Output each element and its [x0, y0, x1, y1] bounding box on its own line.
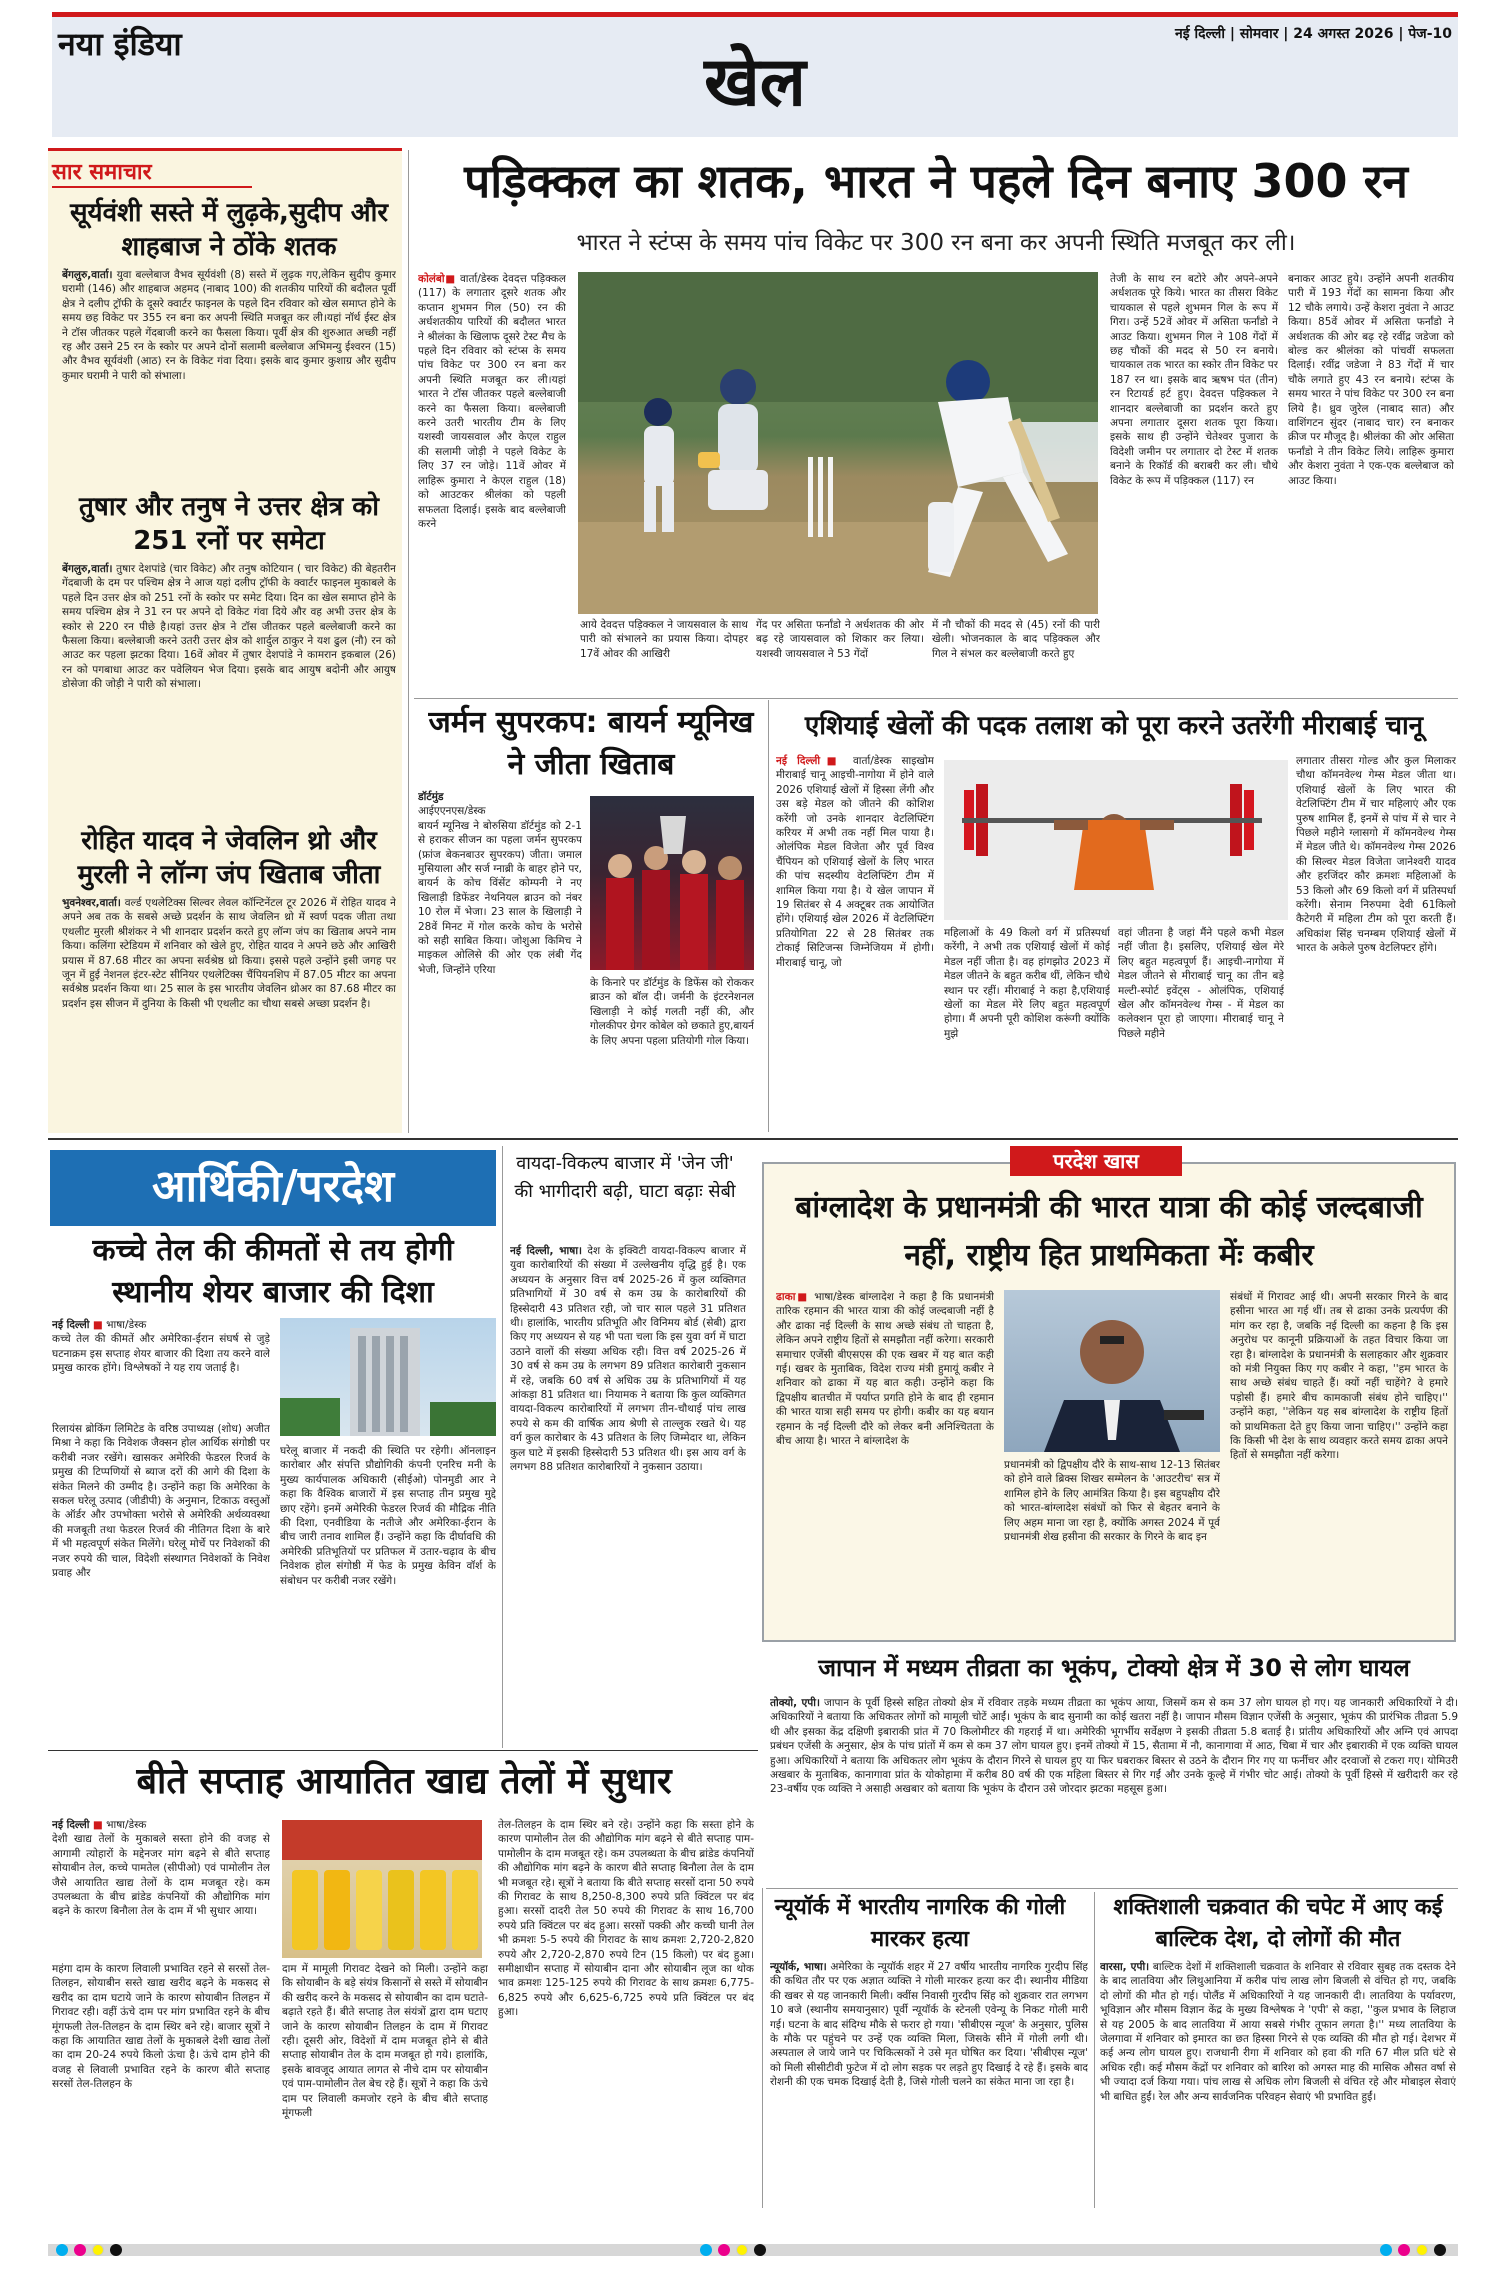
- lead-below-photo-3: में नौ चौकों की मदद से (45) रनों की पारी खेली। भोजनकाल के बाद पड़िक्कल और गिल ने संभल कर बल्लेबाजी करते हुए: [932, 619, 1100, 660]
- color-dot-yellow: [92, 2244, 104, 2256]
- newyork-headline: न्यूयॉर्क में भारतीय नागरिक की गोली मारकर हत्या: [774, 1895, 1066, 1952]
- oil-col-3: तेल-तिलहन के दाम स्थिर बने रहे। उन्होंने कहा कि सस्ता होने के कारण पामोलीन तेल की औद्योगिक मांग बढ़ने से बीते सप्ताह पाम-पामोलीन के दाम मजबूत रहे। कम उपलब्धता के बीच ब्रांडेड कंपनियों की औद्योगिक मांग बढ़ने के कारण बीते सप्ताह बिनौला तेल के दाम भी मजबूत रहे। सूत्रों ने बताया कि बीते सप्ताह सरसों दाना 50 रुपये की गिरावट के साथ 8,250-8,300 रुपये प्रति क्विंटल पर बंद हुआ। सरसों दादरी तेल 50 रुपये की गिरावट के साथ 16,700 रुपये प्रति क्विंटल पर बंद हुआ। सरसों पक्की और कच्ची घानी तेल भी क्रमशः 5-5 रुपये की गिरावट के साथ क्रमशः 2,720-2,820 रुपये और 2,720-2,870 रुपये टिन (15 किलो) पर बंद हुआ। समीक्षाधीन सप्ताह में सोयाबीन दाना और सोयाबीन लूज का थोक भाव क्रमशः 125-125 रुपये की गिरावट के साथ क्रमशः 6,775-6,825 रुपये और 6,625-6,725 रुपये प्रति क्विंटल पर बंद हुआ।: [498, 1819, 754, 2019]
- brief-3-headline: रोहित यादव ने जेवलिन थ्रो और मुरली ने लॉन्ग जंप खिताब जीता: [77, 826, 381, 890]
- lead-col-c: तेजी के साथ रन बटोरे और अपने-अपने अर्धशतक पूरे किये। भारत का तीसरा विकेट चायकाल से पहले शुभमन गिल के रूप में गिरा। उन्हें 52वें ओवर में असिता फर्नांडो ने आउट किया। शुभमन गिल ने 108 गेंदों में छह चौकों की मदद से 50 रन बनाये। चायकाल तक भारत का स्कोर तीन विकेट पर 187 रन था। इसके बाद ऋषभ पंत (तीन) रन रिटायर्ड हर्ट हुए। देवदत्त पड़िक्कल ने शानदार बल्लेबाजी का प्रदर्शन करते हुए अपना लगातार दूसरा शतक पूरा किया। इसके साथ ही उन्होंने चेतेश्वर पुजारा के विदेशी जमीन पर लगातार दो टेस्ट में शतक बनाने के रिकॉर्ड की बराबरी कर ली। चौथे विकेट के रूप में पड़िक्कल (117) रन: [1110, 273, 1278, 487]
- mirabai-col-2: महिलाओं के 49 किलो वर्ग में प्रतिस्पर्धा करेंगी, ने अभी तक एशियाई खेलों में कोई मेडल नहीं जीता है। वह हांगझोउ 2023 में मेडल जीतने के बहुत करीब थीं, लेकिन चौथे स्थान पर रहीं। मीराबाई ने कहा है,एशियाई खेलों का मेडल मेरे लिए बहुत महत्वपूर्ण होगा। मैं अपनी पूरी कोशिश करूंगी क्योंकि मुझे: [944, 927, 1110, 1040]
- arthiki-divider: [502, 1146, 503, 1748]
- japan-body: तोक्यो, एपी। जापान के पूर्वी हिस्से सहित तोक्यो क्षेत्र में रविवार तड़के मध्यम तीव्रता का भूकंप आया, जिसमें कम से कम 37 लोग घायल हो गए। यह जानकारी अधिकारियों ने दी। अधिकारियों ने बताया कि अधिकतर लोगों को मामूली चोटें आईं। भूकंप के बाद सुनामी का कोई खतरा नहीं है। जापान मौसम विज्ञान एजेंसी के अनुसार, भूकंप की प्रारंभिक तीव्रता 5.9 थी और इसका केंद्र दक्षिणी इबाराकी प्रांत में 70 किलोमीटर की गहराई में था। अमेरिकी भूगर्भीय सर्वेक्षण ने इसकी तीव्रता 5.8 बताई है। प्रांतीय अधिकारियों और अग्नि एवं आपदा प्रबंधन एजेंसी के अनुसार, क्षेत्र के पांच प्रांतों में कम से कम 37 लोग घायल हुए। इनमें तोक्यो में 15, सैतामा में नौ, कानागावा में आठ, चिबा में चार और इबाराकी में एक व्यक्ति घायल हुआ। अधिकारियों ने बताया कि अधिकतर लोग भूकंप के दौरान गिरने से घायल हुए या फिर घबराकर बिस्तर से उठने के दौरान गिर गए या फर्नीचर और दरवाजों से टकरा गए। योमिउरी अखबार के मुताबिक, कानागावा प्रांत के योकोहामा में करीब 80 वर्ष की एक महिला बिस्तर से गिर गईं और उनके कूल्हे में गंभीर चोट आई। तोक्यो के पूर्वी हिस्से में खरीदारी कर रहे 23-वर्षीय एक व्यक्ति ने असाही अखबार को बताया कि भूकंप के दौरान उसे जोरदार झटका महसूस हुआ।: [770, 1697, 1458, 1796]
- date-line: नई दिल्ली | सोमवार | 24 अगस्त 2026 | पेज-10: [1174, 26, 1452, 42]
- newyork-body: न्यूयॉर्क, भाषा। अमेरिका के न्यूयॉर्क शहर में 27 वर्षीय भारतीय नागरिक गुरदीप सिंह की कथित तौर पर एक अज्ञात व्यक्ति ने गोली मारकर हत्या कर दी। स्थानीय मीडिया की खबर से यह जानकारी मिली। क्वींस निवासी गुरदीप सिंह को शुक्रवार रात लगभग 10 बजे (स्थानीय समयानुसार) पूर्वी न्यूयॉर्क के स्टेनली एवेन्यू के निकट गोली मारी गई। घटना के बाद संदिग्ध मौके से फरार हो गया। 'सीबीएस न्यूज' के अनुसार, पुलिस के मौके पर पहुंचने पर उन्हें एक व्यक्ति मिला, जिसके सीने में गोली लगी थी। अस्पताल ले जाये जाने पर चिकित्सकों ने उसे मृत घोषित कर दिया। 'सीबीएस न्यूज' को मिली सीसीटीवी फुटेज में दो लोग सड़क पर लड़ते हुए दिखाई दे रहे हैं। इसके बाद रोशनी की एक चमक दिखाई देती है, जिसे गोली चलने का संकेत माना जा रहा है।: [770, 1961, 1088, 2089]
- lead-bottom-rule: [414, 698, 1458, 699]
- oil-headline: बीते सप्ताह आयातित खाद्य तेलों में सुधार: [136, 1761, 672, 1802]
- bayern-headline: जर्मन सुपरकप: बायर्न म्यूनिख ने जीता खिताब: [428, 705, 754, 782]
- lead-below-photo-1: आये देवदत्त पड़िक्कल ने जायसवाल के साथ पारी को संभालने का प्रयास किया। दोपहर 17वें ओवर की आखिरी: [580, 619, 748, 660]
- bayern-col-2: के किनारे पर डॉर्टमुंड के डिफेंस को रोककर ब्राउन को बॉल दी। जर्मनी के इंटरनेशनल खिलाड़ी ने कोई गलती नहीं की, और गोलकीपर ग्रेगर कोबेल को छकाते हुए,बायर्न के लिए अपना पहला प्रतियोगी गोल किया।: [590, 977, 754, 1047]
- weightlifter-illustration: [944, 760, 1288, 920]
- brief-divider: [408, 150, 409, 1133]
- paper-name: नया इंडिया: [58, 25, 182, 63]
- japan-bottom-rule: [766, 1888, 1458, 1889]
- building-illustration: [280, 1318, 496, 1436]
- bangladesh-col-3: संबंधों में गिरावट आई थी। अपनी सरकार गिरने के बाद हसीना भारत आ गई थीं। तब से ढाका उनके प्रत्यर्पण की मांग कर रहा है, जबकि नई दिल्ली का कहना है कि इस अनुरोध पर कानूनी प्रक्रियाओं के तहत विचार किया जा रहा है। बांग्लादेश के प्रधानमंत्री के सलाहकार और शुक्रवार को मंत्री नियुक्त किए गए कबीर ने कहा, ''हम भारत के साथ अच्छे संबंध चाहते हैं। क्यों नहीं चाहेंगे? वे हमारे पड़ोसी हैं। हमारे बीच कामकाजी संबंध होने चाहिए।'' उन्होंने कहा, ''लेकिन यह सब बांग्लादेश के राष्ट्रीय हितों को प्राथमिकता देते हुए किया जाना चाहिए।'' उन्होंने कहा कि किसी भी देश के साथ व्यवहार करते समय ढाका अपने हितों से समझौता नहीं करेगा।: [1230, 1291, 1448, 1462]
- color-dot-yellow-3: [1416, 2244, 1428, 2256]
- brief-2-body: बेंगलुरु,वार्ता। तुषार देशपांडे (चार विकेट) और तनुष कोटियान ( चार विकेट) की बेहतरीन गेंदबाजी के दम पर पश्चिम क्षेत्र ने आज यहां दलीप ट्रॉफी के क्वार्टर फाइनल मुकाबले के पहले दिन उत्तर क्षेत्र को 251 रनों के स्कोर पर समेट दिया। दिन का खेल समाप्त होने के समय पश्चिम क्षेत्र ने 31 रन पर अपने दो विकेट गंवा दिये और वह अभी उत्तर क्षेत्र के स्कोर से 220 रन पीछे है।यहां उत्तर क्षेत्र ने टॉस जीतकर पहले बल्लेबाजी करने का फैसला किया। बल्लेबाजी करने उतरी उत्तर क्षेत्र को शार्दुल ठाकुर ने यश ढुल (नौ) रन को आउट कर पहला झटका दिया। 16वें ओवर में तुषार देशपांडे ने कामरान इकबाल (26) रन को पगबाधा आउट कर पवेलियन भेज दिया। इसके बाद आयुष बदोनी और आयुष डोसेजा की जोड़ी ने पारी को संभाला।: [62, 563, 396, 691]
- kabir-portrait-photo: [1004, 1290, 1220, 1452]
- japan-headline: जापान में मध्यम तीव्रता का भूकंप, टोक्यो क्षेत्र में 30 से लोग घायल: [818, 1654, 1410, 1682]
- color-dot-cyan: [56, 2244, 68, 2256]
- bangladesh-col-1: ढाका■ भाषा/डेस्क बांग्लादेश ने कहा है कि प्रधानमंत्री तारिक रहमान की भारत यात्रा की कोई जल्दबाजी नहीं है और ढाका नई दिल्ली के साथ अच्छे संबंध तो चाहता है, लेकिन अपने राष्ट्रीय हितों से समझौता नहीं करेगा। सरकारी समाचार एजेंसी बीएसएस की एक खबर में यह बात कही गई। खबर के मुताबिक, विदेश राज्य मंत्री हुमायूं कबीर ने शनिवार को ढाका में यह बात कही। उन्होंने कहा कि द्विपक्षीय बातचीत में पर्याप्त प्रगति होने के बाद ही रहमान की भारत यात्रा सही समय पर होगी। कबीर का यह बयान रहमान के नई दिल्ली दौरे को लेकर बनी अनिश्चितता के बीच आया है। भारत ने बांग्लादेश के: [776, 1291, 994, 1448]
- cricket-illustration: [578, 272, 1098, 614]
- mirabai-weightlifting-photo: [944, 760, 1288, 920]
- lead-headline: पड़िक्कल का शतक, भारत ने पहले दिन बनाए 300 रन: [464, 154, 1408, 208]
- brief-1-body: बेंगलुरु,वार्ता। युवा बल्लेबाज वैभव सूर्यवंशी (8) सस्ते में लुढ़क गए,लेकिन सुदीप कुमार घरामी (146) और शाहबाज अहमद (नाबाद 100) की शतकीय पारियों की बदौलत पूर्वी क्षेत्र ने दलीप ट्रॉफी के दूसरे क्वार्टर फाइनल के पहले दिन रविवार को खेल समाप्त होने के समय छह विकेट पर 355 रन बना कर अपनी स्थिति मजबूत कर ली।यहां नॉर्थ ईस्ट क्षेत्र ने टॉस जीतकर पहले गेंदबाजी करने का फैसला किया। पूर्वी क्षेत्र की शुरुआत अच्छी नहीं रह और उसने 25 रन के स्कोर पर अपने दोनों सलामी बल्लेबाज अभिमन्यु ईश्वरन (15) और वैभव सूर्यवंशी (आठ) रन के विकेट गंवा दिया। इसके बाद कुमार कुशाग्र और सुदीप कुमार घरामी ने पारी को संभाला।: [62, 269, 396, 382]
- color-dot-cyan-2: [700, 2244, 712, 2256]
- baltic-headline: शक्तिशाली चक्रवात की चपेट में आए कई बाल्टिक देश, दो लोगों की मौत: [1113, 1895, 1443, 1952]
- edible-oil-photo: [282, 1820, 482, 1958]
- color-dot-black: [110, 2244, 122, 2256]
- lead-col-d: बनाकर आउट हुये। उन्होंने अपनी शतकीय पारी में 193 गेंदों का सामना किया और 12 चौके लगाये। उन्हें केशरा नुवंता ने आउट किया। 85वें ओवर में असिता फर्नांडो ने अर्धशतक की ओर बढ़ रहे रवींद्र जडेजा को बोल्ड कर श्रीलंका को पांचवीं सफलता दिलाई। रवींद्र जडेजा ने 83 गेंदों में चार चौके लगाते हुए 43 रन बनाये। स्टंप्स के समय भारत ने पांच विकेट पर 300 रन बना लिये है। ध्रुव जुरेल (नाबाद सात) और वाशिंगटन सुंदर (नाबाद चार) रन बनाकर क्रीज पर मौजूद है। श्रीलंका की ओर असिता फर्नांडो ने तीन विकेट लिये। लाहिरू कुमारा और केशरा नुवंता ने एक-एक बल्लेबाज को आउट किया।: [1288, 273, 1454, 487]
- color-dot-magenta: [74, 2244, 86, 2256]
- portrait-illustration: [1004, 1290, 1220, 1452]
- mirabai-col-3: वहां जीतना है जहां मैंने पहले कभी मेडल नहीं जीता है। इसलिए, एशियाई खेल मेरे लिए बहुत महत्वपूर्ण हैं। आइची-नागोया में मेडल जीतने से मीराबाई चानू का तीन बड़े मल्टी-स्पोर्ट इवेंट्स - ओलंपिक, एशियाई खेल और कॉमनवेल्थ गेम्स - में मेडल का कलेक्शन पूरा हो जाएगा। मीराबाई चानू ने पिछले महीने: [1118, 927, 1284, 1040]
- bayern-divider: [768, 700, 769, 1132]
- baltic-body: वारसा, एपी। बाल्टिक देशों में शक्तिशाली चक्रवात के शनिवार से रविवार सुबह तक दस्तक देने के बाद लातविया और लिथुआनिया में करीब पांच लाख लोग बिजली से वंचित हो गए, जबकि दो लोगों की मौत हो गई। पोलैंड में अधिकारियों ने यह जानकारी दी। लातविया के पर्यावरण, भूविज्ञान और मौसम विज्ञान केंद्र के मुख्य विश्लेषक ने 'एपी' से कहा, ''कुल प्रभाव के लिहाज से यह 2005 के बाद लातविया में आया सबसे गंभीर तूफान लगता है।'' मध्य लातविया के जेलगावा में शनिवार को इमारत का छत हिस्सा गिरने से एक व्यक्ति की मौत हो गई। देशभर में कई अन्य लोग घायल हुए। राजधानी रीगा में शनिवार को हवा की गति 67 मील प्रति घंटे से अधिक रही। कई मौसम केंद्रों पर शनिवार को बारिश को अगस्त माह की मासिक औसत वर्षा से भी ज्यादा दर्ज किया गया। पांच लाख से अधिक लोग बिजली से वंचित रहे और मोबाइल सेवाएं भी बाधित हुईं। रेल और अन्य सार्वजनिक परिवहन सेवाएं भी प्रभावित हुईं।: [1100, 1961, 1456, 2103]
- bayern-team-photo: [590, 796, 754, 970]
- brief-label: सार समाचार: [52, 160, 152, 185]
- oil-top-rule: [48, 1750, 758, 1751]
- lead-below-photo-2: गेंद पर असिता फर्नांडो ने अर्धशतक की ओर बढ़ रहे जायसवाल को शिकार कर लिया। यशस्वी जायसवाल ने 53 गेंदों: [756, 619, 924, 660]
- section-title: खेल: [704, 43, 806, 122]
- mirabai-col-4: लगातार तीसरा गोल्ड और कुल मिलाकर चौथा कॉमनवेल्थ गेम्स मेडल जीता था। एशियाई खेलों के लिए भारत की वेटलिफ्टिंग टीम में चार महिलाएं और एक पुरुष शामिल हैं, इनमें से पांच में से चार ने पिछले महीने ग्लासगो में कॉमनवेल्थ गेम्स में मेडल जीते थे। कॉमनवेल्थ गेम्स 2026 की सिल्वर मेडल विजेता जानेश्वरी यादव और हरजिंदर कौर क्रमशः महिलाओं के 53 किलो और 69 किलो वर्ग में प्रतिस्पर्धा करेंगी। सेनाम निरुपमा देवी 61किलो कैटेगरी में महिला टीम को पूरा करती हैं। अधिकांश सिंह चनम्बम एशियाई खेलों में भारत के अकेले पुरुष वेटलिफ्टर होंगे।: [1296, 755, 1456, 955]
- bangladesh-col-2: प्रधानमंत्री को द्विपक्षीय दौरे के साथ-साथ 12-13 सितंबर को होने वाले ब्रिक्स शिखर सम्मेलन के 'आउटरीच' सत्र में शामिल होने के लिए आमंत्रित किया है। इस बहुपक्षीय दौरे को भारत-बांग्लादेश संबंधों को फिर से बेहतर बनाने के लिए अहम माना जा रहा है, क्योंकि अगस्त 2024 में पूर्व प्रधानमंत्री शेख हसीना की सरकार के गिरने के बाद इन: [1004, 1459, 1220, 1544]
- sebi-body: नई दिल्ली, भाषा। देश के इक्विटी वायदा-विकल्प बाजार में युवा कारोबारियों की संख्या में उल्लेखनीय वृद्धि हुई है। एक अध्ययन के अनुसार वित्त वर्ष 2025-26 में कुल व्यक्तिगत प्रतिभागियों में 30 वर्ष से कम उम्र के कारोबारियों की हिस्सेदारी 43 प्रतिशत रही, जो चार साल पहले 31 प्रतिशत थी। हालांकि, भारतीय प्रतिभूति और विनिमय बोर्ड (सेबी) द्वारा किए गए अध्ययन से यह भी पता चला कि इस युवा वर्ग में घाटा उठाने वालों की संख्या अधिक रही। वित्त वर्ष 2025-26 में 30 वर्ष से कम उम्र के लगभग 89 प्रतिशत कारोबारी नुकसान में रहे, जबकि 60 वर्ष से अधिक उम्र के प्रतिभागियों में यह आंकड़ा 81 प्रतिशत था। नियामक ने बताया कि कुल व्यक्तिगत वायदा-विकल्प कारोबारियों में लगभग तीन-चौथाई पांच लाख रुपये से कम की वार्षिक आय श्रेणी से ताल्लुक रखते थे। यह वर्ग कुल कारोबार के 43 प्रतिशत के लिए जिम्मेदार था, लेकिन कुल घाटे में इसकी हिस्सेदारी 53 प्रतिशत थी। इस आय वर्ग के लगभग 88 प्रतिशत कारोबारियों ने नुकसान उठाया।: [510, 1245, 746, 1474]
- oil-col-1: महंगा दाम के कारण लिवाली प्रभावित रहने से सरसों तेल-तिलहन, सोयाबीन सस्ते खाद्य खरीद बढ़ने के मकसद से खरीद का दाम घटाये जाने के कारण सोयाबीन तिलहन में गिरावट रही। वहीं ऊंचे दाम पर मांग प्रभावित रहने के बीच मूंगफली तेल-तिलहन के दाम स्थिर बने रहे। बाजार सूत्रों ने कहा कि आयातित खाद्य तेलों के मुकाबले देशी खाद्य तेलों का दाम 20-24 रुपये किलो ऊंचा है। ऊंचे दाम होने की वजह से लिवाली प्रभावित रहने के कारण बीते सप्ताह सरसों तेल-तिलहन के: [52, 1963, 270, 2091]
- lead-deck: भारत ने स्टंप्स के समय पांच विकेट पर 300 रन बना कर अपनी स्थिति मजबूत कर ली।: [576, 230, 1296, 256]
- brief-3-body: भुवनेश्वर,वार्ता। वर्ल्ड एथलेटिक्स सिल्वर लेवल कॉन्टिनेंटल टूर 2026 में रोहित यादव ने अपने अब तक के सबसे अच्छे प्रदर्शन के साथ जेवलिन थ्रो में स्वर्ण पदक जीता तथा एथलीट मुरली श्रीशंकर ने भी शानदार प्रदर्शन करते हुए लॉन्ग जंप का खिताब अपने नाम किया। कलिंगा स्टेडियम में शनिवार को खेले हुए, रोहित यादव ने अपने छठे और आखिरी प्रयास में 87.68 मीटर का अपना सर्वश्रेष्ठ थ्रो किया। इससे पहले उन्होंने इसी जगह पर जून में हुई नेशनल इंटर-स्टेट सीनियर एथलेटिक्स चैंपियनशिप में 87.05 मीटर का अपना सर्वश्रेष्ठ प्रदर्शन किया था। 25 साल के इस भारतीय जेवलिन थ्रोअर का 87.68 मीटर का प्रदर्शन इस सीजन में दुनिया के किसी भी एथलीट का चौथा सबसे अच्छा प्रदर्शन है।: [62, 897, 396, 1010]
- fielder-figure: [644, 398, 674, 532]
- color-dot-black-3: [1434, 2244, 1446, 2256]
- color-dot-yellow-2: [736, 2244, 748, 2256]
- mirabai-col-1: नई दिल्ली■ वार्ता/डेस्क साइखोम मीराबाई चानू आइची-नागोया में होने वाले 2026 एशियाई खेलों में हिस्सा लेंगी और उस बड़े मेडल को जीतने की कोशिश करेंगी जो उनके शानदार वेटलिफ्टिंग करियर में अभी तक नहीं मिल पाया है। ओलंपिक मेडल विजेता और पूर्व विश्व चैंपियन को एशियाई खेलों के लिए भारत की पांच सदस्यीय वेटलिफ्टिंग टीम में शामिल किया गया है। ये खेल जापान में 19 सितंबर से 4 अक्टूबर तक आयोजित होंगे। एशियाई खेल 2026 में वेटलिफ्टिंग प्रतियोगिता 22 से 28 सितंबर तक टोकाई सिटिजन्स जिम्नेजियम में होगी। मीराबाई चानू, जो: [776, 755, 934, 969]
- color-dot-cyan-3: [1380, 2244, 1392, 2256]
- arthiki-col-2: घरेलू बाजार में नकदी की स्थिति पर रहेगी। ऑनलाइन कारोबार और संपत्ति प्रौद्योगिकी कंपनी एनरिच मनी के मुख्य कार्यपालक अधिकारी (सीईओ) पोनमुडी आर ने कहा कि वैश्विक बाजारों में इस सप्ताह तीन प्रमुख मुद्दे छाए रहेंगे। इनमें अमेरिकी फेडरल रिजर्व की मौद्रिक नीति की दिशा, एनवीडिया के नतीजे और अमेरिका-ईरान के बीच जारी तनाव शामिल हैं। उन्होंने कहा कि दीर्घावधि की अमेरिकी प्रतिभूतियों पर प्रतिफल में उतार-चढ़ाव के बीच निवेशक होल संगोष्ठी में फेड के प्रमुख केविन वॉर्श के संबोधन पर करीबी नजर रखेंगे।: [280, 1445, 496, 1587]
- oil-col-2: दाम में मामूली गिरावट देखने को मिली। उन्होंने कहा कि सोयाबीन के बड़े संयंत्र किसानों से सस्ते में सोयाबीन की खरीद करने के मकसद से सोयाबीन का दाम घटाते-बढ़ाते रहते हैं। बीते सप्ताह तेल संयंत्रों द्वारा दाम घटाए जाने के कारण सोयाबीन तिलहन के दाम में गिरावट रही। दूसरी ओर, विदेशों में दाम मजबूत होने से बीते सप्ताह सोयाबीन तेल के दाम मजबूत हो गये। हालांकि, इसके बावजूद आयात लागत से नीचे दाम पर सोयाबीन एवं पाम-पामोलीन तेल बेच रहे हैं। सूत्रों ने कहा कि ऊंचे दाम पर लिवाली कमजोर रहने के बीच बीते सप्ताह मूंगफली: [282, 1963, 488, 2120]
- arthiki-col-1: रिलायंस ब्रोकिंग लिमिटेड के वरिष्ठ उपाध्यक्ष (शोध) अजीत मिश्रा ने कहा कि निवेशक जैक्सन होल आर्थिक संगोष्ठी पर करीबी नजर रखेंगे। खासकर अमेरिकी फेडरल रिजर्व के प्रमुख की टिप्पणियों से ब्याज दरों की आगे की दिशा के संकेत मिलने की उम्मीद है। उन्होंने कहा कि अमेरिका के सकल घरेलू उत्पाद (जीडीपी) के अनुमान, टिकाऊ वस्तुओं के ऑर्डर और उपभोक्ता भरोसे से अमेरिकी अर्थव्यवस्था की मजबूती तथा फेडरल रिजर्व की नीतिगत दिशा के बारे में भी महत्वपूर्ण संकेत मिलेंगे। घरेलू मोर्चे पर निवेशकों की नजर रुपये की चाल, विदेशी संस्थागत निवेशकों के निवेश प्रवाह और: [52, 1423, 270, 1580]
- arthiki-col-1-top: नई दिल्ली ■ भाषा/डेस्क कच्चे तेल की कीमतें और अमेरिका-ईरान संघर्ष से जुड़े घटनाक्रम इस सप्ताह शेयर बाजार की दिशा तय करने वाले प्रमुख कारक होंगे। विश्लेषकों ने यह राय जताई है।: [52, 1319, 270, 1375]
- pardesh-label: परदेश खास: [1053, 1149, 1139, 1173]
- mirabai-headline: एशियाई खेलों की पदक तलाश को पूरा करने उतरेंगी मीराबाई चानू: [804, 711, 1424, 741]
- brief-1-headline: सूर्यवंशी सस्ते में लुढ़के,सुदीप और शाहबाज ने ठोंके शतक: [69, 198, 389, 262]
- oil-col-1-top: नई दिल्ली ■ भाषा/डेस्क देशी खाद्य तेलों के मुकाबले सस्ता होने की वजह से आगामी त्योहारों के मद्देनजर मांग बढ़ने से बीते सप्ताह सोयाबीन तेल, कच्चे पामतेल (सीपीओ) एवं पामोलीन तेल जैसे आयातित खाद्य तेलों के दाम मजबूत रहे। कम उपलब्धता के बीच ब्रांडेड कंपनियों की औद्योगिक मांग बढ़ने के कारण बिनौला तेल के दाम में भी सुधार आया।: [52, 1819, 270, 1918]
- stumps: [808, 457, 833, 537]
- team-celebration-illustration: [590, 796, 754, 970]
- brief-2-headline: तुषार और तनुष ने उत्तर क्षेत्र को 251 रनों पर समेटा: [78, 492, 379, 556]
- mid-rule: [48, 1138, 1458, 1140]
- color-dot-magenta-3: [1398, 2244, 1410, 2256]
- lead-col-1: कोलंबो■ वार्ता/डेस्क देवदत्त पड़िक्कल (117) के लगातार दूसरे शतक और कप्तान शुभमन गिल (50) रन की अर्धशतकीय पारियों की बदौलत भारत ने श्रीलंका के खिलाफ दूसरे टेस्ट मैच के पहले दिन रविवार को स्टंप्स के समय पांच विकेट पर 300 रन बना कर अपनी स्थिति मजबूत कर ली।यहां भारत ने टॉस जीतकर पहले बल्लेबाजी करने का फैसला किया। बल्लेबाजी करने उतरी भारतीय टीम के लिए यशस्वी जायसवाल और केएल राहुल की सलामी जोड़ी ने पहले विकेट के लिए 37 रन जोड़े। 11वें ओवर में लाहिरू कुमारा ने केएल राहुल (18) को आउटकर श्रीलंका को पहली सफलता दिलाई। इसके बाद बल्लेबाजी करने: [418, 273, 566, 530]
- newyork-divider: [1094, 1892, 1095, 2208]
- oil-bottles-illustration: [282, 1820, 482, 1958]
- oil-right-divider: [762, 1888, 763, 2208]
- footer-bar: [48, 2244, 1458, 2256]
- color-dot-magenta-2: [718, 2244, 730, 2256]
- bangladesh-headline: बांग्लादेश के प्रधानमंत्री की भारत यात्रा की कोई जल्दबाजी नहीं, राष्ट्रीय हित प्राथमिकता मेंः कबीर: [795, 1190, 1423, 1273]
- bayern-col-1: डॉर्टमुंड आईएएनएस/डेस्क बायर्न म्यूनिख ने बोरुसिया डॉर्टमुंड को 2-1 से हराकर सीजन का पहला जर्मन सुपरकप (फ्रांज बेकनबाउर सुपरकप) जीता। जमाल मुसियाला और सर्ज ग्नाब्री के बाहर होने पर, बायर्न के कोच विंसेंट कोम्पनी ने नए खिलाड़ी डिफेंडर नेथनियल ब्राउन को नंबर 10 रोल में भेजा। 23 साल के खिलाड़ी ने 28वें मिनट में गोल करके कोच के भरोसे को सही साबित किया। जोशुआ किमिच ने माइकल ओलिसे की ओर एक लंबी गेंद भेजी, जिन्होंने एरिया: [418, 791, 582, 976]
- color-dot-black-2: [754, 2244, 766, 2256]
- arthiki-headline: कच्चे तेल की कीमतों से तय होगी स्थानीय शेयर बाजार की दिशा: [92, 1233, 454, 1310]
- stock-exchange-photo: [280, 1318, 496, 1436]
- arthiki-label: आर्थिकी/परदेश: [151, 1161, 394, 1212]
- sebi-headline: वायदा-विकल्प बाजार में 'जेन जी' की भागीदारी बढ़ी, घाटा बढ़ाः सेबी: [514, 1153, 736, 1202]
- lead-cricket-photo: [578, 272, 1098, 614]
- brief-label-underline: [52, 186, 252, 188]
